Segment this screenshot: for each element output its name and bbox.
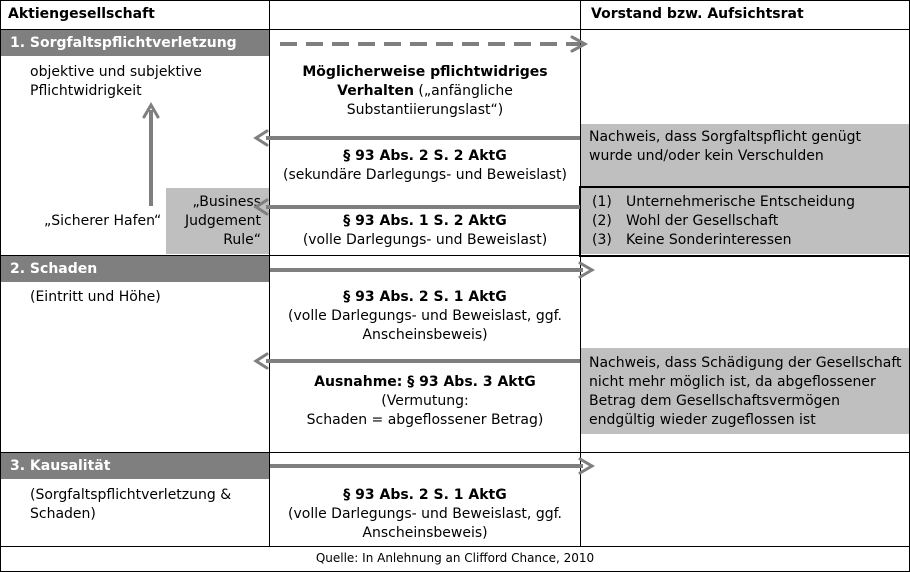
arrow-back-bjr-head [256,200,267,214]
s2-mid-full-burden: § 93 Abs. 2 S. 1 AktG (volle Darlegungs- und Beweislast, ggf. Anscheinsbeweis) [288,289,562,343]
arrow-back-s2-head [256,354,267,368]
section-3-bar: 3. Kausalität [1,453,269,479]
bjr-label: „Business Judgement Rule“ [184,194,261,248]
s2-right-proof: Nachweis, dass Schädigung der Gesellschaft nicht mehr möglich ist, da abgeflossener Betrag dem Gesellschaftsvermögen endgültig wieder zugeflossen ist [589,355,902,428]
s1-mid-possible-breach: Möglicherweise pflichtwidriges Verhalten („anfängliche Substantiierungslast“) [302,64,548,118]
arrow-back-s1-head [256,131,267,145]
header-company: Aktiengesellschaft [8,6,155,22]
section-1-bar: 1. Sorgfaltspflichtverletzung [1,30,269,56]
safe-harbor-label: „Sicherer Hafen“ [44,213,162,229]
s3-left-text: (Sorgfaltspflichtverletzung & Schaden) [30,487,232,522]
s1-mid-full-burden: § 93 Abs. 1 S. 2 AktG (volle Darlegungs- und Beweislast) [302,213,548,248]
source-note: Quelle: In Anlehnung an Clifford Chance, 2010 [315,551,595,565]
list-item: (3) Keine Sonderinteressen [592,232,792,248]
s1-left-text: objektive und subjektive Pflichtwidrigkeit [30,64,202,99]
header-board: Vorstand bzw. Aufsichtsrat [591,6,804,22]
s1-mid-secondary-burden: § 93 Abs. 2 S. 2 AktG (sekundäre Darlegungs- und Beweislast) [283,148,567,183]
section-2-bar: 2. Schaden [1,256,269,282]
s2-left-text: (Eintritt und Höhe) [30,289,161,305]
list-item: (1) Unternehmerische Entscheidung [592,194,856,210]
s1-right-proof: Nachweis, dass Sorgfaltspflicht genügt wurde und/oder kein Verschulden [589,129,862,164]
s2-mid-exception: Ausnahme: § 93 Abs. 3 AktG (Vermutung: Schaden = abgeflossener Betrag) [306,374,544,428]
list-item: (2) Wohl der Gesellschaft [592,213,779,229]
s3-mid-full-burden: § 93 Abs. 2 S. 1 AktG (volle Darlegungs- und Beweislast, ggf. Anscheinsbeweis) [288,487,562,541]
